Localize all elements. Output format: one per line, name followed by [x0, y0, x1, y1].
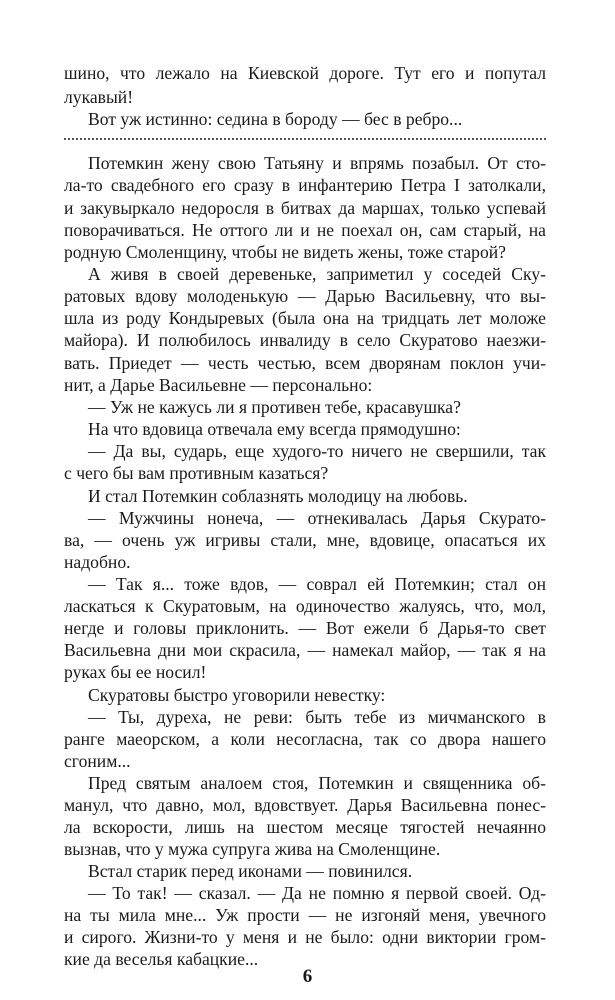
text-line: — Ты, дуреха, не реви: быть тебе из мичманского в [88, 707, 546, 727]
text-line: Скуратовы быстро уговорили невестку: [88, 685, 386, 705]
text-line: На что вдовица отвечала ему всегда прямодушно: [88, 419, 461, 439]
text-line: шла из роду Кондыревых (была она на тридцать лет моложе [64, 308, 546, 328]
text-line: ва, — очень уж игривы стали, мне, вдовице, опасаться их [64, 530, 546, 550]
text-line: А живя в своей деревеньке, заприметил у соседей Ску- [88, 264, 546, 284]
text-line: негде и головы приклонить. — Вот ежели б Дарья-то свет [64, 618, 546, 638]
text-line: майора). И полюбилось инвалиду в село Скуратово наезжи- [64, 330, 546, 350]
text-line: надобно. [64, 552, 131, 572]
text-line: шино, что лежало на Киевской дороге. Тут его и попутал [64, 63, 546, 83]
text-line: ласкаться к Скуратовым, на одиночество жалуясь, что, мол, [64, 596, 546, 616]
text-line: Потемкин жену свою Татьяну и впрямь позабыл. От сто- [88, 153, 546, 173]
text-line: ратовых вдову молоденькую — Дарью Васильевну, что вы- [64, 286, 546, 306]
text-line: нит, а Дарье Васильевне — персонально: [64, 375, 373, 395]
text-line: на ты мила мне... Уж прости — не изгоняй меня, увечного [64, 905, 546, 925]
text-line: Васильевна дни мои скрасила, — намекал майор, — так я на [64, 640, 546, 660]
text-line: с чего бы вам противным казаться? [64, 463, 329, 483]
text-line: вать. Приедет — честь честью, всем дворянам поклон учи- [64, 353, 546, 373]
text-line: и сирого. Жизни-то у меня и не было: одни виктории гром- [64, 927, 546, 947]
page-number: 6 [302, 966, 313, 987]
section-separator-dotted [64, 138, 546, 140]
text-line: манул, что давно, мол, вдовствует. Дарья Васильевна понес- [64, 795, 546, 815]
text-line: и закувыркало недоросля в битвах да маршах, только успевай [64, 198, 546, 218]
text-line: Пред святым аналоем стоя, Потемкин и священника об- [88, 773, 546, 793]
text-line: — Да вы, сударь, еще худого-то ничего не свершили, так [88, 441, 546, 461]
text-line: И стал Потемкин соблазнять молодицу на любовь. [88, 486, 468, 506]
text-line: кие да веселья кабацкие... [64, 949, 259, 969]
text-line: — То так! — сказал. — Да не помню я первой своей. Од- [88, 883, 546, 903]
text-line: руках бы ее носил! [64, 662, 207, 682]
text-line: лукавый! [64, 87, 134, 107]
text-line: родную Смоленщину, чтобы не видеть жены, тоже старой? [64, 242, 506, 262]
text-line: сгоним... [64, 751, 131, 771]
text-line: поворачиваться. Не оттого ли и не поехал он, сам старый, на [64, 220, 546, 240]
text-line: — Так я... тоже вдов, — соврал ей Потемкин; стал он [88, 574, 546, 594]
text-line: ла вскорости, лишь на шестом месяце тягостей нечаянно [64, 817, 546, 837]
text-line: вызнав, что у мужа супруга жива на Смоленщине. [64, 839, 441, 859]
text-line: ла-то свадебного его сразу в инфантерию Петра I затолкали, [64, 175, 546, 195]
text-line: ранге маеорском, а коли несогласна, так со двора нашего [64, 729, 546, 749]
text-line: — Уж не кажусь ли я противен тебе, красавушка? [88, 397, 461, 417]
text-line: Вот уж истинно: седина в бороду — бес в ребро... [88, 109, 463, 129]
text-line: — Мужчины нонеча, — отнекивалась Дарья Скурато- [88, 508, 546, 528]
text-line: Встал старик перед иконами — повинился. [88, 861, 413, 881]
